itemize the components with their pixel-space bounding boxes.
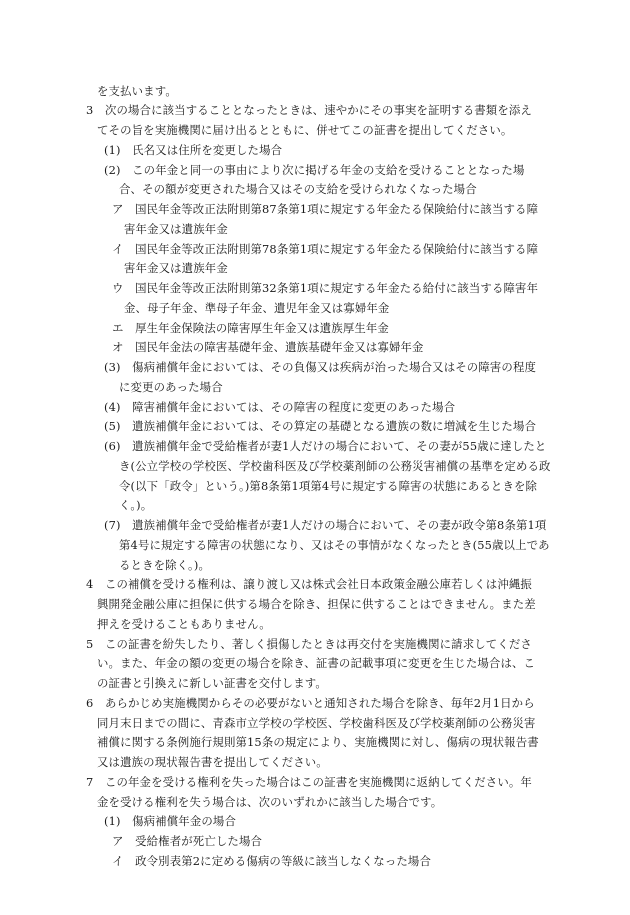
text-line: 令(以下「政令」という。)第8条第1項第4号に規定する障害の状態にあるときを除 — [119, 479, 538, 493]
item-5-line: 5 この証書を紛失したり、著しく損傷したときは再交付を実施機関に請求してくださ — [86, 637, 532, 651]
katakana-item-line: イ 政令別表第2に定める傷病の等級に該当しなくなった場合 — [112, 854, 431, 868]
subitem-line: (3) 傷病補償年金においては、その負傷又は疾病が治った場合又はその障害の程度 — [104, 360, 537, 374]
katakana-item-line: エ 厚生年金保険法の障害厚生年金又は遺族厚生年金 — [112, 321, 389, 335]
text-line: 興開発金融公庫に担保に供する場合を除き、担保に供することはできません。また差 — [97, 597, 536, 611]
subitem-line: (7) 遺族補償年金で受給権者が妻1人だけの場合において、その妻が政令第8条第1項 — [104, 518, 547, 532]
text-line: 合、その額が変更された場合又はその支給を受けられなくなった場合 — [119, 182, 477, 196]
subitem-line: (6) 遺族補償年金で受給権者が妻1人だけの場合において、その妻が55歳に達したと — [104, 439, 547, 453]
item-4-line: 4 この補償を受ける権利は、譲り渡し又は株式会社日本政策金融公庫若しくは沖縄振 — [86, 577, 532, 591]
subitem-line: (5) 遺族補償年金においては、その算定の基礎となる遺族の数に増減を生じた場合 — [104, 419, 537, 433]
text-line: く。)。 — [119, 498, 153, 512]
text-line: 同月末日までの間に、青森市立学校の学校医、学校歯科医及び学校薬剤師の公務災害 — [97, 716, 536, 730]
text-line: 金を受ける権利を失う場合は、次のいずれかに該当した場合です。 — [97, 795, 443, 809]
katakana-item-line: ウ 国民年金等改正法附則第32条第1項に規定する年金たる給付に該当する障害年 — [112, 281, 539, 295]
subitem-line: (4) 障害補償年金においては、その障害の程度に変更のあった場合 — [104, 400, 456, 414]
katakana-item-line: オ 国民年金法の障害基礎年金、遺族基礎年金又は寡婦年金 — [112, 340, 424, 354]
text-line: を支払います。 — [97, 84, 177, 98]
katakana-item-line: イ 国民年金等改正法附則第78条第1項に規定する年金たる保険給付に該当する障 — [112, 242, 539, 256]
text-line: 又は遺族の現状報告書を提出してください。 — [97, 755, 328, 769]
text-line: 金、母子年金、準母子年金、遺児年金又は寡婦年金 — [124, 301, 390, 315]
text-line: き(公立学校の学校医、学校歯科医及び学校薬剤師の公務災害補償の基準を定める政 — [119, 459, 551, 473]
text-line: 害年金又は遺族年金 — [124, 222, 228, 236]
item-3-line: 3 次の場合に該当することとなったときは、速やかにその事実を証明する書類を添え — [86, 103, 532, 117]
item-7-line: 7 この年金を受ける権利を失った場合はこの証書を実施機関に返納してください。年 — [86, 775, 532, 789]
text-line: 補償に関する条例施行規則第15条の規定により、実施機関に対し、傷病の現状報告書 — [97, 735, 539, 749]
text-line: い。また、年金の額の変更の場合を除き、証書の記載事項に変更を生じた場合は、こ — [97, 656, 536, 670]
text-line: 押えを受けることもありません。 — [97, 617, 271, 631]
text-line: 第4号に規定する障害の状態になり、又はその事情がなくなったとき(55歳以上であ — [119, 538, 550, 552]
katakana-item-line: ア 国民年金等改正法附則第87条第1項に規定する年金たる保険給付に該当する障 — [112, 202, 539, 216]
text-line: るときを除く。)。 — [119, 558, 210, 572]
katakana-item-line: ア 受給権者が死亡した場合 — [112, 834, 263, 848]
text-line: の証書と引換えに新しい証書を交付します。 — [97, 676, 327, 690]
subitem-line: (1) 氏名又は住所を変更した場合 — [104, 143, 283, 157]
text-line: 害年金又は遺族年金 — [124, 261, 228, 275]
subitem-line: (1) 傷病補償年金の場合 — [104, 814, 236, 828]
text-line: てその旨を実施機関に届け出るとともに、併せてこの証書を提出してください。 — [97, 123, 513, 137]
text-line: に変更のあった場合 — [119, 380, 223, 394]
subitem-line: (2) この年金と同一の事由により次に掲げる年金の支給を受けることとなった場 — [104, 163, 525, 177]
item-6-line: 6 あらかじめ実施機関からその必要がないと通知された場合を除き、毎年2月1日から — [86, 696, 535, 710]
